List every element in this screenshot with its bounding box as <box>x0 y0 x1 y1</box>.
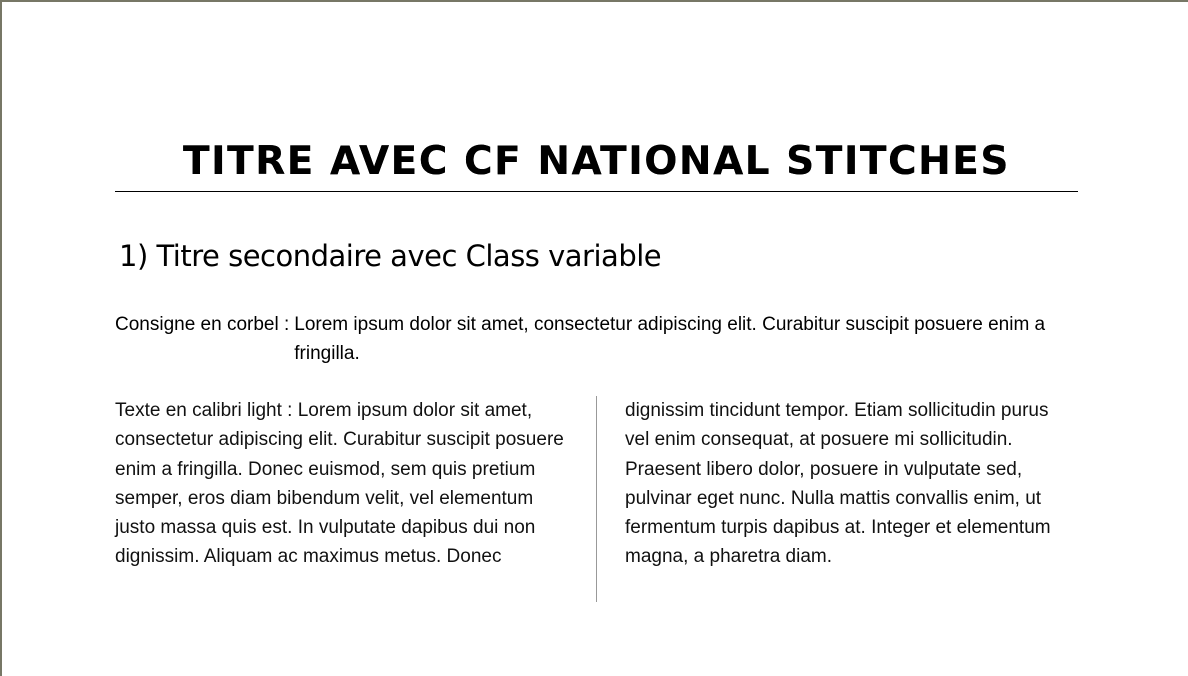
section-subtitle: 1) Titre secondaire avec Class variable <box>119 239 662 273</box>
column-divider <box>596 396 597 602</box>
main-title-text: TITRE AVEC CF NATIONAL STITCHES <box>183 139 1010 184</box>
instruction-block <box>115 310 1075 368</box>
text-column-right: dignissim tincidunt tempor. Etiam sollicitudin purus vel enim consequat, at posuere mi sollicitudin. Praesent libero dolor, posuere in vulputate sed, pulvinar eget nunc. Nulla mattis convallis enim, ut fermentum turpis dapibus at. Integer et elementum magna, a pharetra diam. <box>625 400 1051 568</box>
text-column-left: Texte en calibri light : Lorem ipsum dolor sit amet, consectetur adipiscing elit. Curabitur suscipit posuere enim a fringilla. Donec euismod, sem quis pretium semper, eros diam bibendum velit, vel elementum justo massa quis est. In vulputate dapibus dui non dignissim. Aliquam ac maximus metus. Donec <box>115 400 564 568</box>
instruction-text: Lorem ipsum dolor sit amet, consectetur adipiscing elit. Curabitur suscipit posuere enim a fringilla. <box>294 314 1046 364</box>
instruction-label: Consigne en corbel : <box>115 314 290 335</box>
main-title <box>115 136 1078 188</box>
title-underline-rule <box>115 191 1078 192</box>
two-column-text <box>115 396 1078 602</box>
